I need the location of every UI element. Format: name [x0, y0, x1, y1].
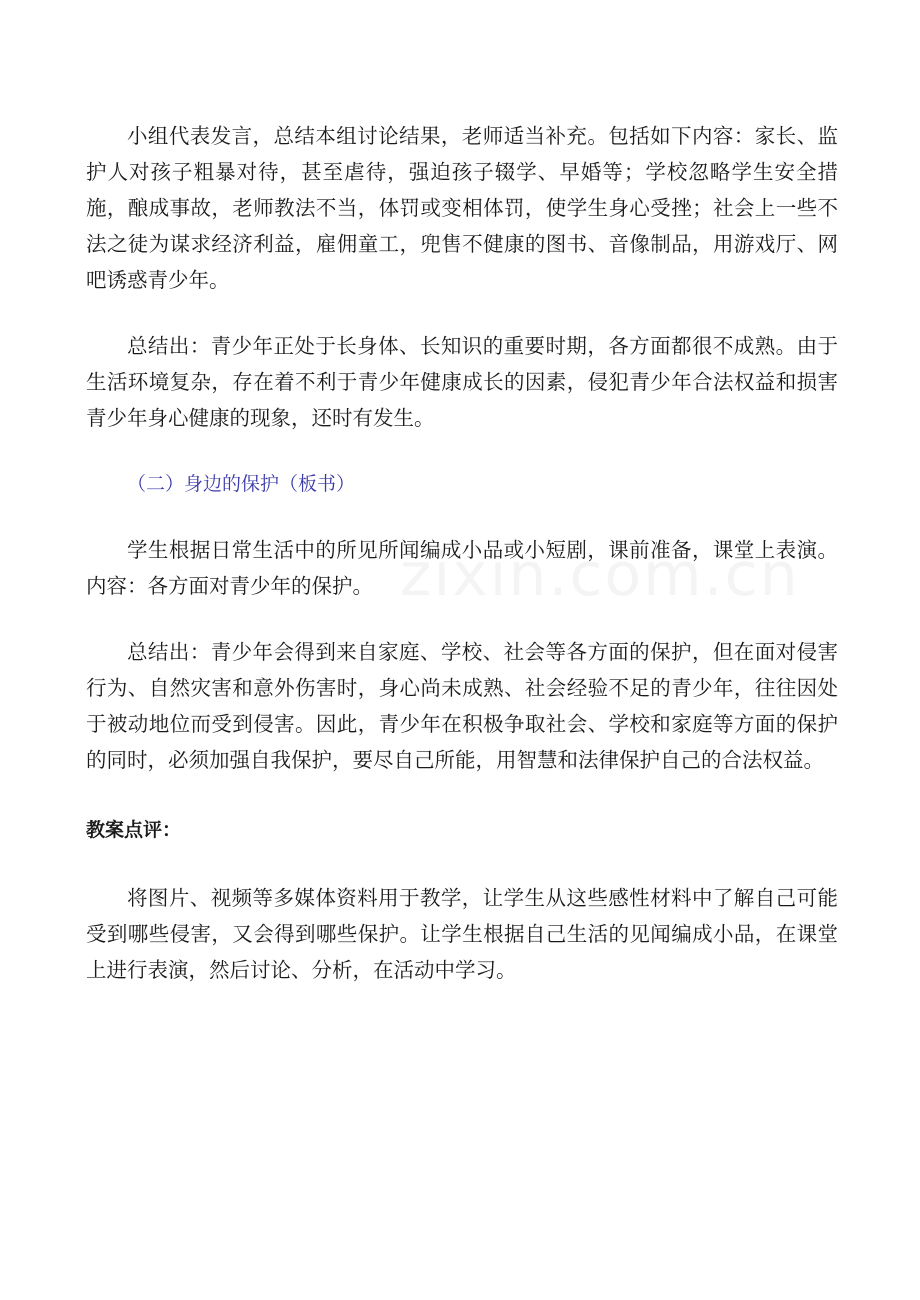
paragraph-summary-harm: 总结出：青少年正处于长身体、长知识的重要时期，各方面都很不成熟。由于生活环境复杂，存在着不利于青少年健康成长的因素，侵犯青少年合法权益和损害青少年身心健康的现象，还时有发生。: [86, 334, 838, 430]
section-heading-protection: （二）身边的保护（板书）: [127, 473, 356, 495]
review-title: 教案点评：: [86, 819, 182, 841]
paragraph-summary-protection: 总结出：青少年会得到来自家庭、学校、社会等各方面的保护，但在面对侵害行为、自然灾害和意外伤害时，身心尚未成熟、社会经验不足的青少年，往往因处于被动地位而受到侵害。因此，青少年在积极争取社会、学校和家庭等方面的保护的同时，必须加强自我保护，要尽自己所能，用智慧和法律保护自己的合法权益。: [86, 640, 838, 772]
document-body: [86, 118, 838, 988]
paragraph-group-report: 小组代表发言，总结本组讨论结果，老师适当补充。包括如下内容：家长、监护人对孩子粗暴对待，甚至虐待，强迫孩子辍学、早婚等；学校忽略学生安全措施，酿成事故，老师教法不当，体罚或变相体罚，使学生身心受挫；社会上一些不法之徒为谋求经济利益，雇佣童工，兜售不健康的图书、音像制品，用游戏厅、网吧诱惑青少年。: [86, 124, 838, 292]
paragraph-student-skit: 学生根据日常生活中的所见所闻编成小品或小短剧，课前准备，课堂上表演。内容：各方面对青少年的保护。: [86, 538, 838, 598]
paragraph-review: 将图片、视频等多媒体资料用于教学，让学生从这些感性材料中了解自己可能受到哪些侵害，又会得到哪些保护。让学生根据自己生活的见闻编成小品，在课堂上进行表演，然后讨论、分析，在活动中学习。: [86, 886, 838, 982]
